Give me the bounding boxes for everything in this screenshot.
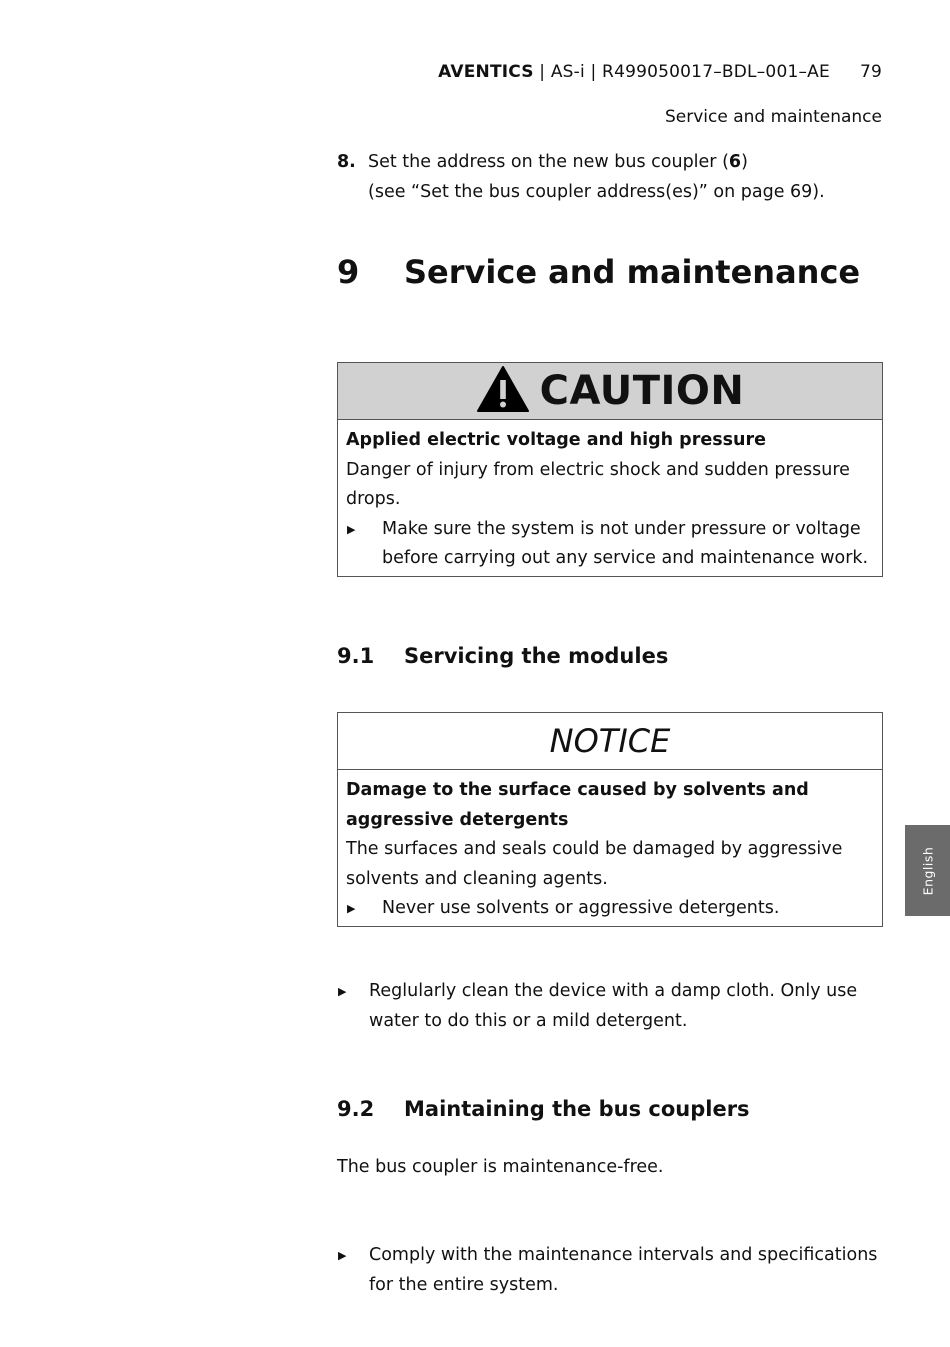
caution-title: CAUTION <box>539 368 745 414</box>
step-line-2: (see “Set the bus coupler address(es)” on page 69). <box>368 181 825 202</box>
notice-heading: Damage to the surface caused by solvents and aggressive detergents <box>346 780 809 830</box>
notice-instruction <box>346 894 874 924</box>
caution-instruction-text: Make sure the system is not under pressure or voltage before carrying out any service and maintenance work. <box>382 518 869 568</box>
chapter-heading <box>337 253 860 291</box>
section-number: 9.1 <box>337 644 375 668</box>
notice-instruction-text: Never use solvents or aggressive detergents. <box>382 898 780 918</box>
instruction-step <box>337 148 883 207</box>
running-header <box>438 62 882 82</box>
cleaning-instruction <box>337 977 883 1036</box>
section-number: 9.2 <box>337 1097 375 1121</box>
section-heading-9-1 <box>337 644 668 668</box>
section-title: Servicing the modules <box>404 644 669 668</box>
bullet-arrow-icon: ▶ <box>338 1249 347 1262</box>
page-number: 79 <box>859 62 882 82</box>
notice-box <box>337 712 883 927</box>
caution-box <box>337 362 883 577</box>
document-reference: | AS-i | R499050017–BDL–001–AE <box>533 62 830 82</box>
step-text <box>368 148 883 207</box>
bullet-arrow-icon: ▶ <box>347 902 356 915</box>
step-number: 8. <box>337 152 356 172</box>
caution-text: Danger of injury from electric shock and sudden pressure drops. <box>346 459 850 509</box>
language-tab-label: English <box>920 846 935 895</box>
section-title: Maintaining the bus couplers <box>404 1097 750 1121</box>
caution-body <box>338 420 882 576</box>
notice-body <box>338 770 882 926</box>
step-ref: 6 <box>728 152 742 172</box>
section-heading-9-2 <box>337 1097 750 1121</box>
caution-header <box>338 363 882 420</box>
bullet-arrow-icon: ▶ <box>347 522 356 536</box>
bus-coupler-text: The bus coupler is maintenance-free. <box>337 1157 664 1177</box>
brand-name: AVENTICS <box>438 62 534 82</box>
cleaning-instruction-text: Reglularly clean the device with a damp cloth. Only use water to do this or a mild detergent. <box>369 981 858 1031</box>
notice-text: The surfaces and seals could be damaged by aggressive solvents and cleaning agents. <box>346 839 843 889</box>
chapter-number: 9 <box>337 253 360 291</box>
language-tab <box>905 825 950 916</box>
notice-header <box>338 713 882 770</box>
warning-triangle-icon <box>476 365 530 417</box>
running-section-title: Service and maintenance <box>665 107 882 127</box>
caution-instruction <box>346 515 874 574</box>
step-line-1: Set the address on the new bus coupler (6) <box>368 152 748 172</box>
caution-heading: Applied electric voltage and high pressure <box>346 430 766 450</box>
bullet-arrow-icon: ▶ <box>338 985 347 998</box>
chapter-title: Service and maintenance <box>404 253 861 291</box>
notice-title: NOTICE <box>549 722 671 760</box>
bus-coupler-instruction <box>337 1241 883 1300</box>
bus-coupler-instruction-text: Comply with the maintenance intervals and specifications for the entire system. <box>369 1245 878 1295</box>
